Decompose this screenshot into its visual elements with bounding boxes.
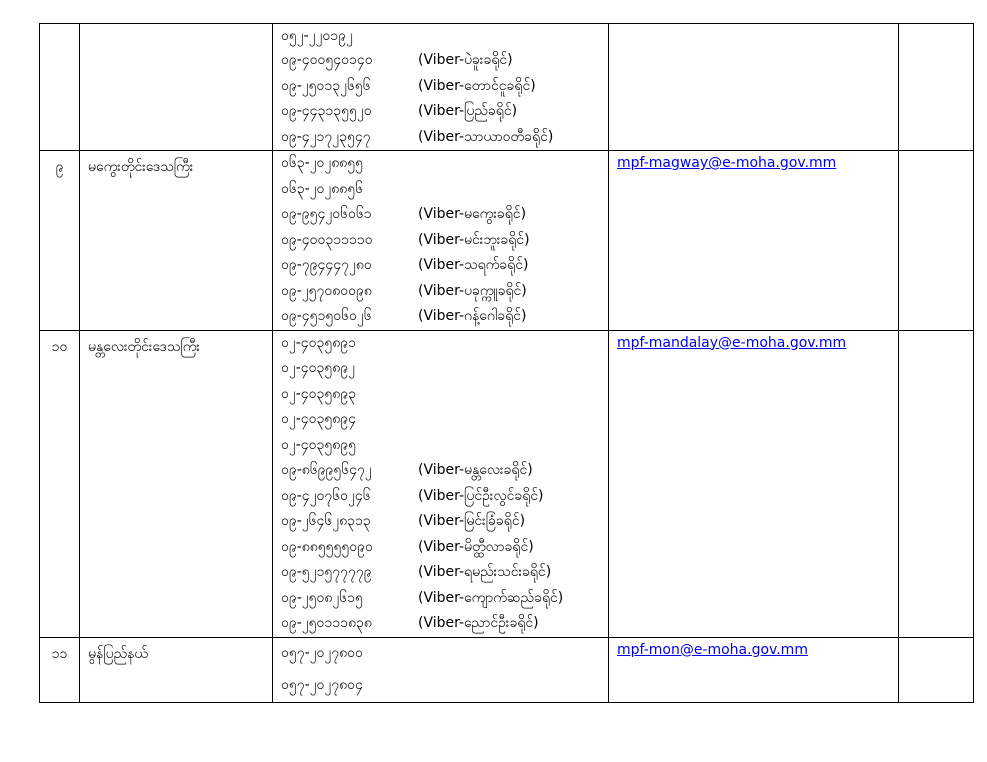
phone-entry: [273, 304, 608, 330]
phone-number: ၀၆၃-၂၀၂၈၈၅၅: [281, 155, 364, 172]
viber-label: (Viber-ကျောက်ဆည်ခရိုင်): [418, 589, 564, 606]
viber-label: (Viber-ဂန့်ဂေါခရိုင်): [418, 308, 527, 325]
phone-entry: [273, 356, 608, 382]
viber-label: (Viber-မင်းဘူးခရိုင်): [418, 231, 530, 248]
phone-entry: [273, 611, 608, 637]
phone-number: ၀၉-၂၅၀၁၁၁၈၃၈: [281, 615, 372, 632]
phone-number: ၀၂-၄၀၃၅၈၉၂: [281, 360, 356, 377]
email-link[interactable]: mpf-mandalay@e-moha.gov.mm: [617, 334, 847, 351]
phone-list: [273, 24, 609, 151]
phone-list: [273, 330, 609, 637]
viber-label: (Viber-ပဲခူးခရိုင်): [418, 52, 513, 69]
row-number: [40, 24, 80, 151]
phone-number: ၀၉-၂၅၇၀၈၀၀၉၈: [281, 282, 372, 299]
phone-number: ၀၅၇-၂၀၂၇၈၀၀: [281, 645, 363, 661]
viber-label: (Viber-မကွေးခရိုင်): [418, 206, 527, 223]
remarks-cell: [899, 24, 974, 151]
row-number: ၉: [40, 151, 80, 331]
phone-entry: [273, 458, 608, 484]
phone-entry: [273, 670, 608, 702]
phone-number: ၀၉-၅၂၁၅၇၇၇၇၉: [281, 564, 372, 581]
table-row: [40, 24, 974, 151]
viber-label: (Viber-ညောင်ဦးခရိုင်): [418, 615, 539, 632]
phone-entry: [273, 560, 608, 586]
phone-number: ၀၂-၄၀၃၅၈၉၄: [281, 411, 357, 428]
viber-label: (Viber-တောင်ငူခရိုင်): [418, 77, 536, 94]
phone-number: ၀၅၂-၂၂၀၁၉၂: [281, 27, 353, 44]
remarks-cell: [899, 330, 974, 637]
phone-number: ၀၂-၄၀၃၅၈၉၅: [281, 436, 357, 453]
phone-entry: [273, 48, 608, 74]
phone-entry: [273, 484, 608, 510]
email-link[interactable]: mpf-mon@e-moha.gov.mm: [617, 641, 808, 658]
phone-entry: [273, 638, 608, 670]
viber-label: (Viber-သရက်ခရိုင်): [418, 257, 529, 274]
viber-label: (Viber-ပြင်ဦးလွင်ခရိုင်): [418, 487, 544, 504]
phone-entry: [273, 177, 608, 203]
phone-number: ၀၂-၄၀၃၅၈၉၃: [281, 385, 357, 402]
table-row: [40, 637, 974, 702]
phone-entry: [273, 24, 608, 48]
viber-label: (Viber-သာယာဝတီခရိုင်): [418, 128, 554, 145]
phone-entry: [273, 407, 608, 433]
email-cell: [609, 637, 899, 702]
phone-number: ၀၉-၈၆၉၉၅၆၄၇၂: [281, 462, 372, 479]
phone-list: [273, 151, 609, 331]
phone-entry: [273, 74, 608, 100]
row-number: ၁၁: [40, 637, 80, 702]
viber-label: (Viber-ပြည်ခရိုင်): [418, 103, 518, 120]
phone-entry: [273, 331, 608, 357]
remarks-cell: [899, 637, 974, 702]
viber-label: (Viber-ပခုက္ကူခရိုင်): [418, 282, 527, 299]
phone-entry: [273, 586, 608, 612]
viber-label: (Viber-မြင်းခြံခရိုင်): [418, 513, 526, 530]
phone-entry: [273, 202, 608, 228]
phone-number: ၀၅၇-၂၀၂၇၈၀၄: [281, 677, 363, 693]
phone-entry: [273, 509, 608, 535]
contact-table: [39, 23, 974, 703]
region-name: မကွေးတိုင်းဒေသကြီး: [80, 151, 273, 331]
phone-entry: [273, 253, 608, 279]
phone-number: ၀၉-၂၅၀၁၃၂၆၅၆: [281, 77, 371, 94]
phone-number: ၀၉-၄၀၀၃၁၁၁၁၀: [281, 231, 373, 248]
phone-number: ၀၉-၄၀၀၅၄၀၁၄၀: [281, 52, 373, 69]
phone-entry: [273, 228, 608, 254]
phone-entry: [273, 535, 608, 561]
email-link[interactable]: mpf-magway@e-moha.gov.mm: [617, 155, 837, 171]
viber-label: (Viber-ရမည်းသင်းခရိုင်): [418, 564, 552, 581]
phone-number: ၀၉-၂၆၄၆၂၈၃၁၃: [281, 513, 371, 530]
phone-number: ၀၉-၉၅၄၂၀၆၀၆၁: [281, 206, 372, 223]
phone-number: ၀၆၃-၂၀၂၈၈၅၆: [281, 180, 364, 197]
viber-label: (Viber-မိတ္ထီလာခရိုင်): [418, 538, 534, 555]
email-cell: [609, 330, 899, 637]
table-row: [40, 151, 974, 331]
phone-list: [273, 637, 609, 702]
region-name: [80, 24, 273, 151]
phone-entry: [273, 382, 608, 408]
phone-number: ၀၂-၄၀၃၅၈၉၁: [281, 334, 357, 351]
phone-number: ၀၉-၂၅၀၈၂၆၁၅: [281, 589, 363, 606]
phone-entry: [273, 99, 608, 125]
table-row: [40, 330, 974, 637]
phone-number: ၀၉-၄၄၃၁၃၅၅၂၀: [281, 103, 372, 120]
region-name: မွန်ပြည်နယ်: [80, 637, 273, 702]
phone-number: ၀၉-၄၂၁၇၂၃၅၄၇: [281, 128, 371, 145]
phone-number: ၀၉-၇၉၄၄၄၇၂၈၀: [281, 257, 372, 274]
phone-number: ၀၉-၈၈၅၅၅၅၀၉၀: [281, 538, 373, 555]
email-cell: [609, 151, 899, 331]
phone-number: ၀၉-၄၅၁၅၀၆၀၂၆: [281, 308, 372, 325]
viber-label: (Viber-မန္တလေးခရိုင်): [418, 462, 533, 479]
row-number: ၁၀: [40, 330, 80, 637]
phone-entry: [273, 151, 608, 177]
phone-entry: [273, 279, 608, 305]
region-name: မန္တလေးတိုင်းဒေသကြီး: [80, 330, 273, 637]
phone-number: ၀၉-၄၂၀၇၆၀၂၄၆: [281, 487, 371, 504]
phone-entry: [273, 433, 608, 459]
phone-entry: [273, 125, 608, 151]
remarks-cell: [899, 151, 974, 331]
email-cell: [609, 24, 899, 151]
